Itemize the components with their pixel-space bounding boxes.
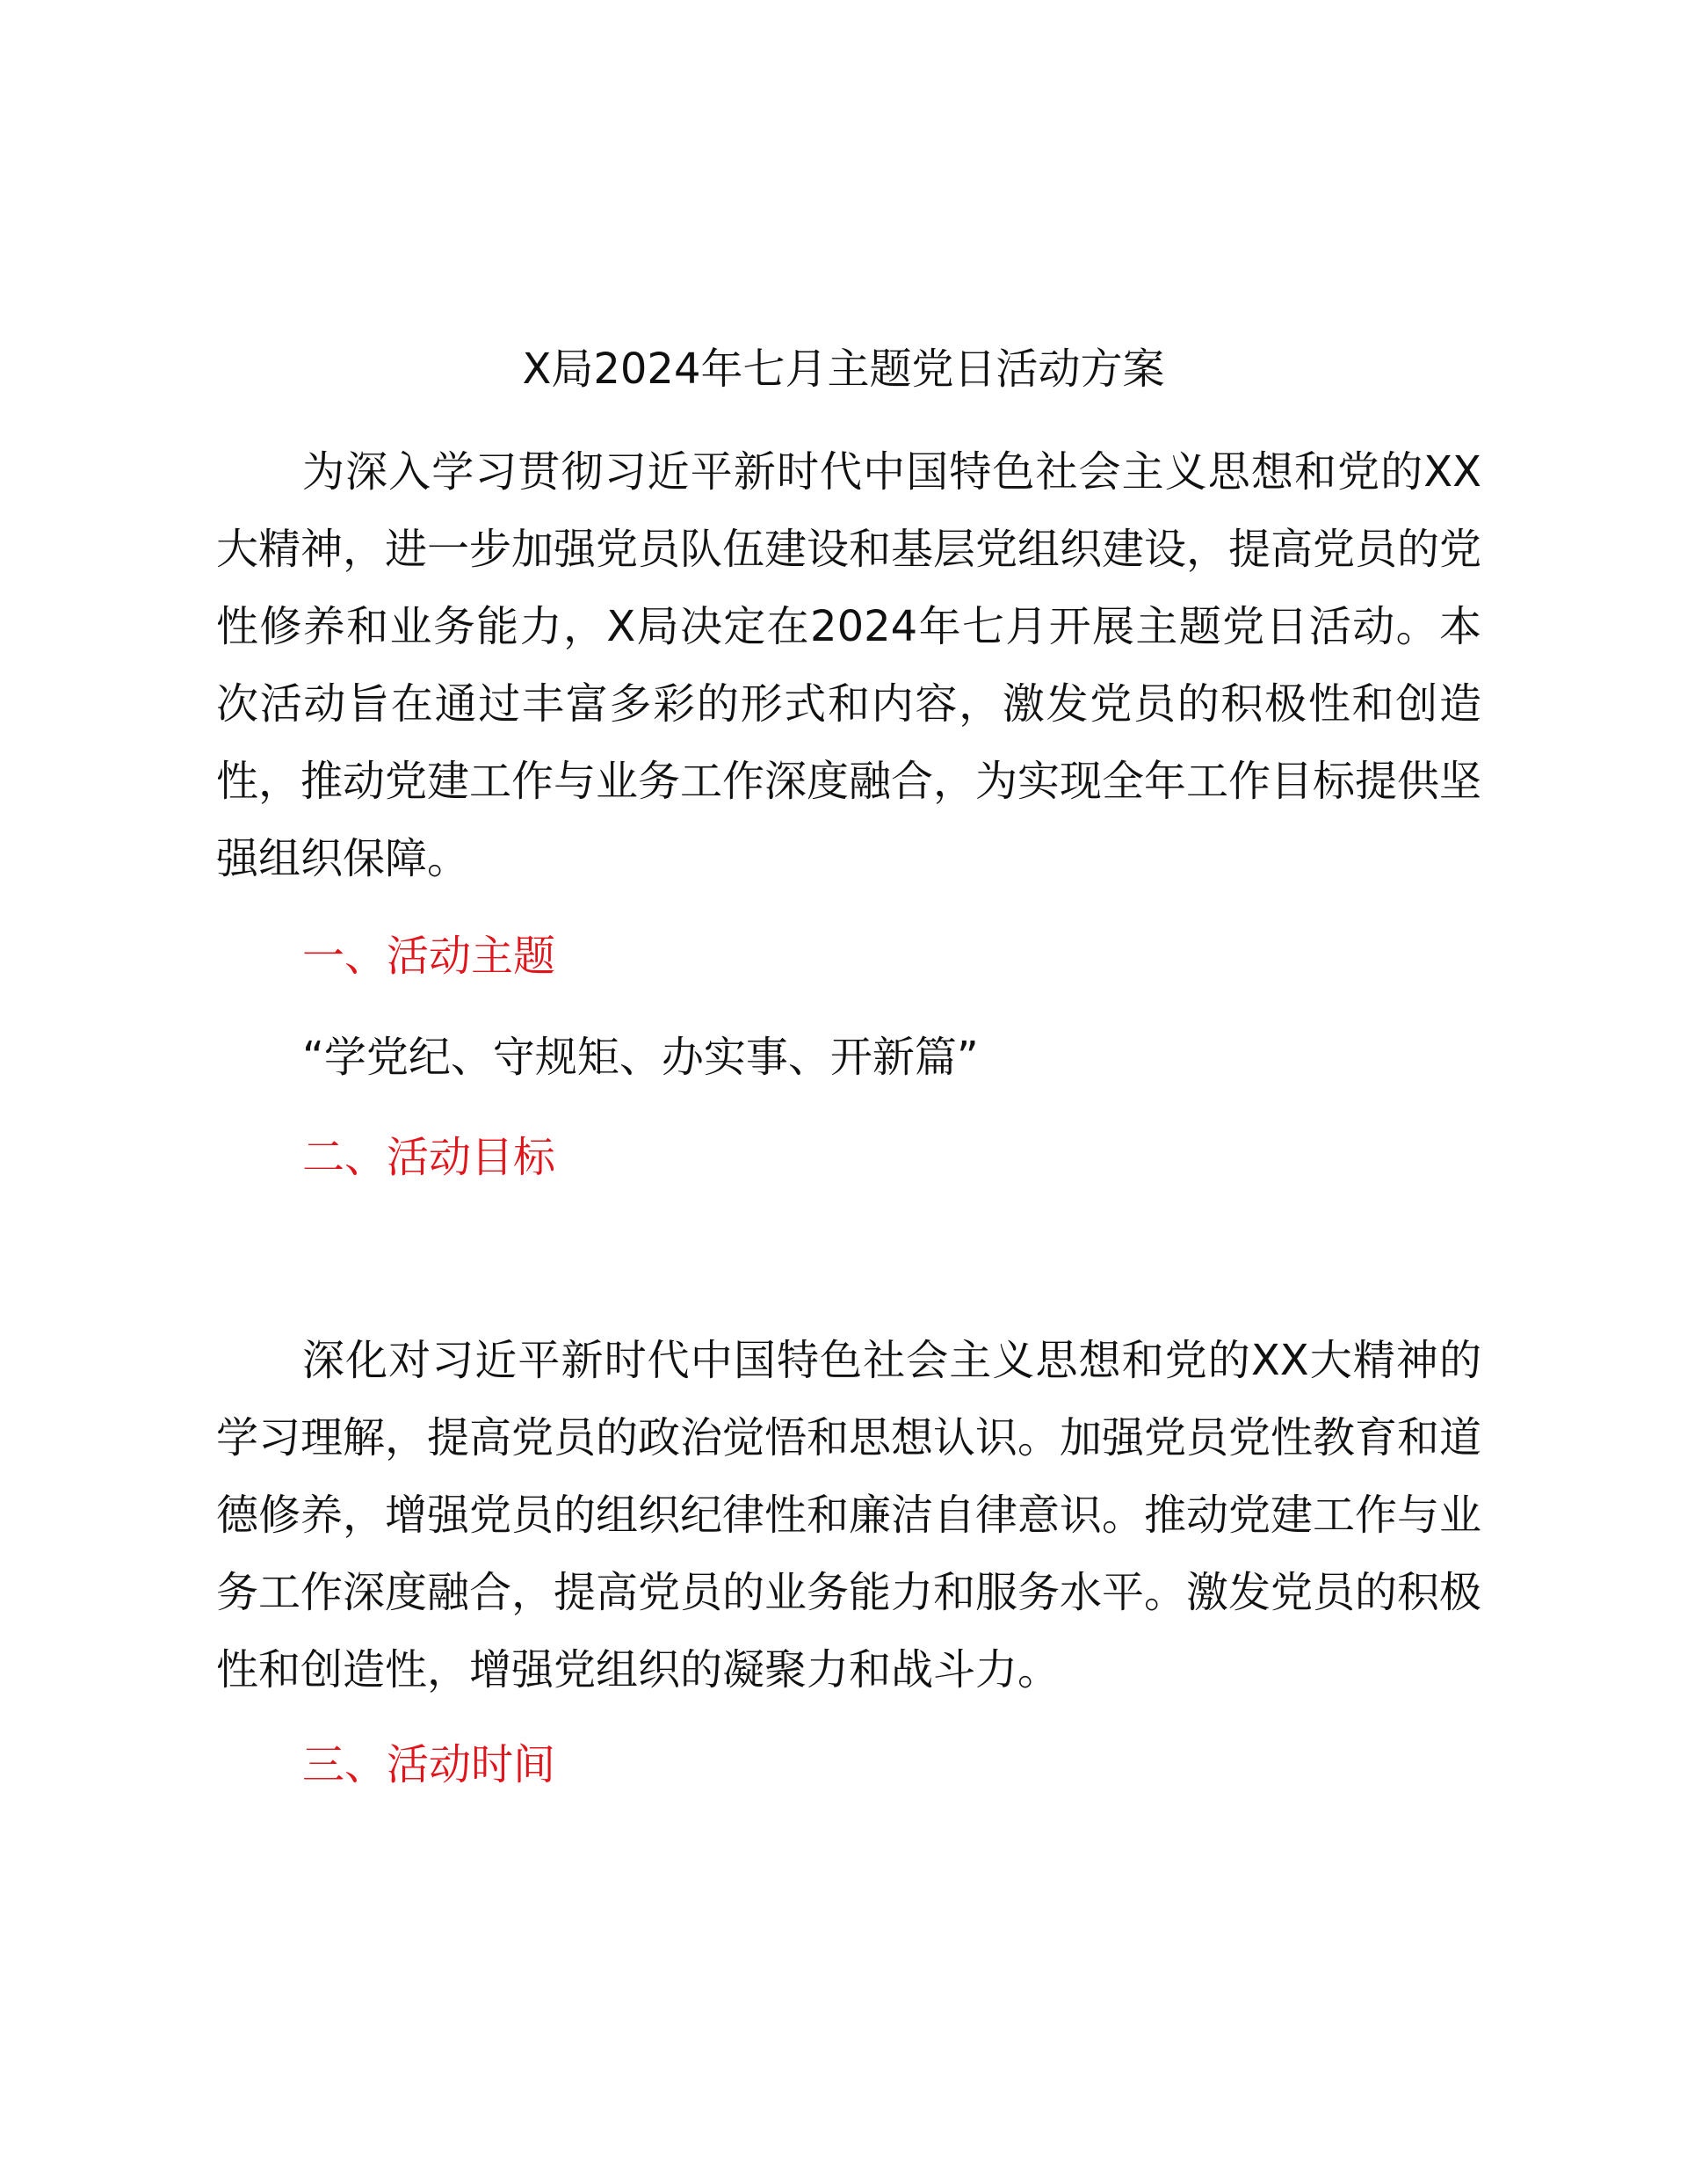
section1-heading: 一、活动主题 — [302, 932, 556, 981]
section2-block — [216, 1119, 1481, 1196]
goals-paragraph-block — [216, 1322, 1481, 1709]
theme-block — [216, 1019, 1481, 1096]
theme-text: “学党纪、守规矩、办实事、开新篇” — [302, 1033, 979, 1082]
goals-paragraph: 深化对习近平新时代中国特色社会主义思想和党的XX大精神的学习理解，提高党员的政治觉悟和思想认识。加强党员党性教育和道德修养，增强党员的组织纪律性和廉洁自律意识。推动党建工作与业务工作深度融合，提高党员的业务能力和服务水平。激发党员的积极性和创造性，增强党组织的凝聚力和战斗力。 — [216, 1336, 1482, 1694]
document-title: X局2024年七月主题党日活动方案 — [522, 345, 1165, 394]
intro-paragraph-block — [216, 433, 1481, 897]
section3-heading: 三、活动时间 — [302, 1740, 556, 1789]
section2-heading: 二、活动目标 — [302, 1133, 556, 1182]
intro-paragraph: 为深入学习贯彻习近平新时代中国特色社会主义思想和党的XX大精神，进一步加强党员队伍建设和基层党组织建设，提高党员的党性修养和业务能力，X局决定在2024年七月开展主题党日活动。本次活动旨在通过丰富多彩的形式和内容，激发党员的积极性和创造性，推动党建工作与业务工作深度融合，为实现全年工作目标提供坚强组织保障。 — [216, 447, 1482, 883]
section1-block — [216, 918, 1481, 995]
section3-block — [216, 1726, 1481, 1803]
